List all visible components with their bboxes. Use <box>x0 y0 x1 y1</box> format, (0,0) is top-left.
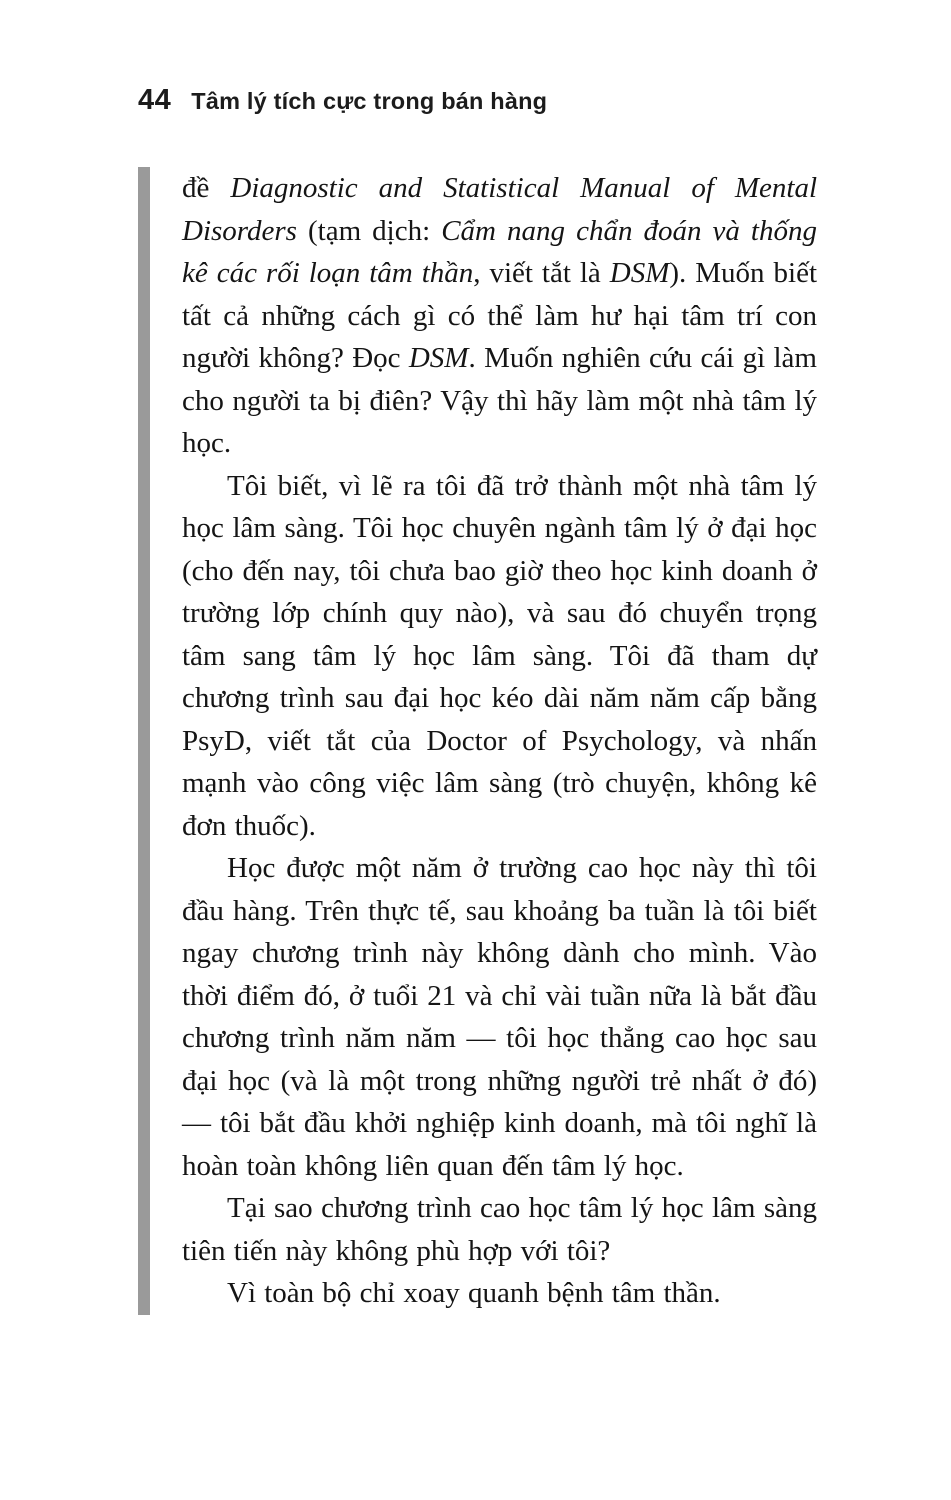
page-content <box>138 167 817 1315</box>
paragraph <box>182 1272 817 1315</box>
text-block <box>182 167 817 1315</box>
text-segment: đề <box>182 172 231 204</box>
page-header <box>138 84 547 117</box>
text-segment: Tại sao chương trình cao học tâm lý học lâm sàng tiên tiến này không phù hợp với tôi? <box>182 1192 817 1267</box>
text-segment: Học được một năm ở trường cao học này thì tôi đầu hàng. Trên thực tế, sau khoảng ba tuần là tôi biết ngay chương trình này không dành cho mình. Vào thời điểm đó, ở tuổi 21 và chỉ vài tuần nữa là bắt đầu chương trình năm năm — tôi học thẳng cao học sau đại học (và là một trong những người trẻ nhất ở đó) — tôi bắt đầu khởi nghiệp kinh doanh, mà tôi nghĩ là hoàn toàn không liên quan đến tâm lý học. <box>182 852 817 1182</box>
text-segment: (tạm dịch: <box>296 214 442 247</box>
italic-text-segment: DSM <box>609 257 670 289</box>
quote-bar <box>138 167 150 1315</box>
paragraph <box>182 847 817 1187</box>
text-segment: Tôi biết, vì lẽ ra tôi đã trở thành một nhà tâm lý học lâm sàng. Tôi học chuyên ngành tâm lý ở đại học (cho đến nay, tôi chưa bao giờ theo học kinh doanh ở trường lớp chính quy nào), và sau đó chuyển trọng tâm sang tâm lý học lâm sàng. Tôi đã tham dự chương trình sau đại học kéo dài năm năm cấp bằng PsyD, viết tắt của Doctor of Psychology, và nhấn mạnh vào công việc lâm sàng (trò chuyện, không kê đơn thuốc). <box>182 469 817 842</box>
text-segment: . Muốn nghiên cứu cái gì làm cho người ta bị điên? Vậy thì hãy làm một nhà tâm lý học. <box>182 342 817 459</box>
italic-text-segment: Diagnostic and Statistical Manual of Mental Disorders <box>182 172 818 247</box>
paragraph <box>182 1187 817 1272</box>
text-segment: Vì toàn bộ chỉ xoay quanh bệnh tâm thần. <box>227 1277 721 1309</box>
italic-text-segment: Cẩm nang chẩn đoán và thống kê các rối loạn tâm thần <box>182 214 817 289</box>
page-number: 44 <box>138 84 172 116</box>
paragraph <box>182 167 817 465</box>
text-segment: ). Muốn biết tất cả những cách gì có thể làm hư hại tâm trí con người không? Đọc <box>182 257 817 374</box>
running-title: Tâm lý tích cực trong bán hàng <box>191 88 548 114</box>
text-segment: , viết tắt là <box>473 257 610 289</box>
paragraph <box>182 465 817 848</box>
italic-text-segment: DSM <box>408 342 469 374</box>
